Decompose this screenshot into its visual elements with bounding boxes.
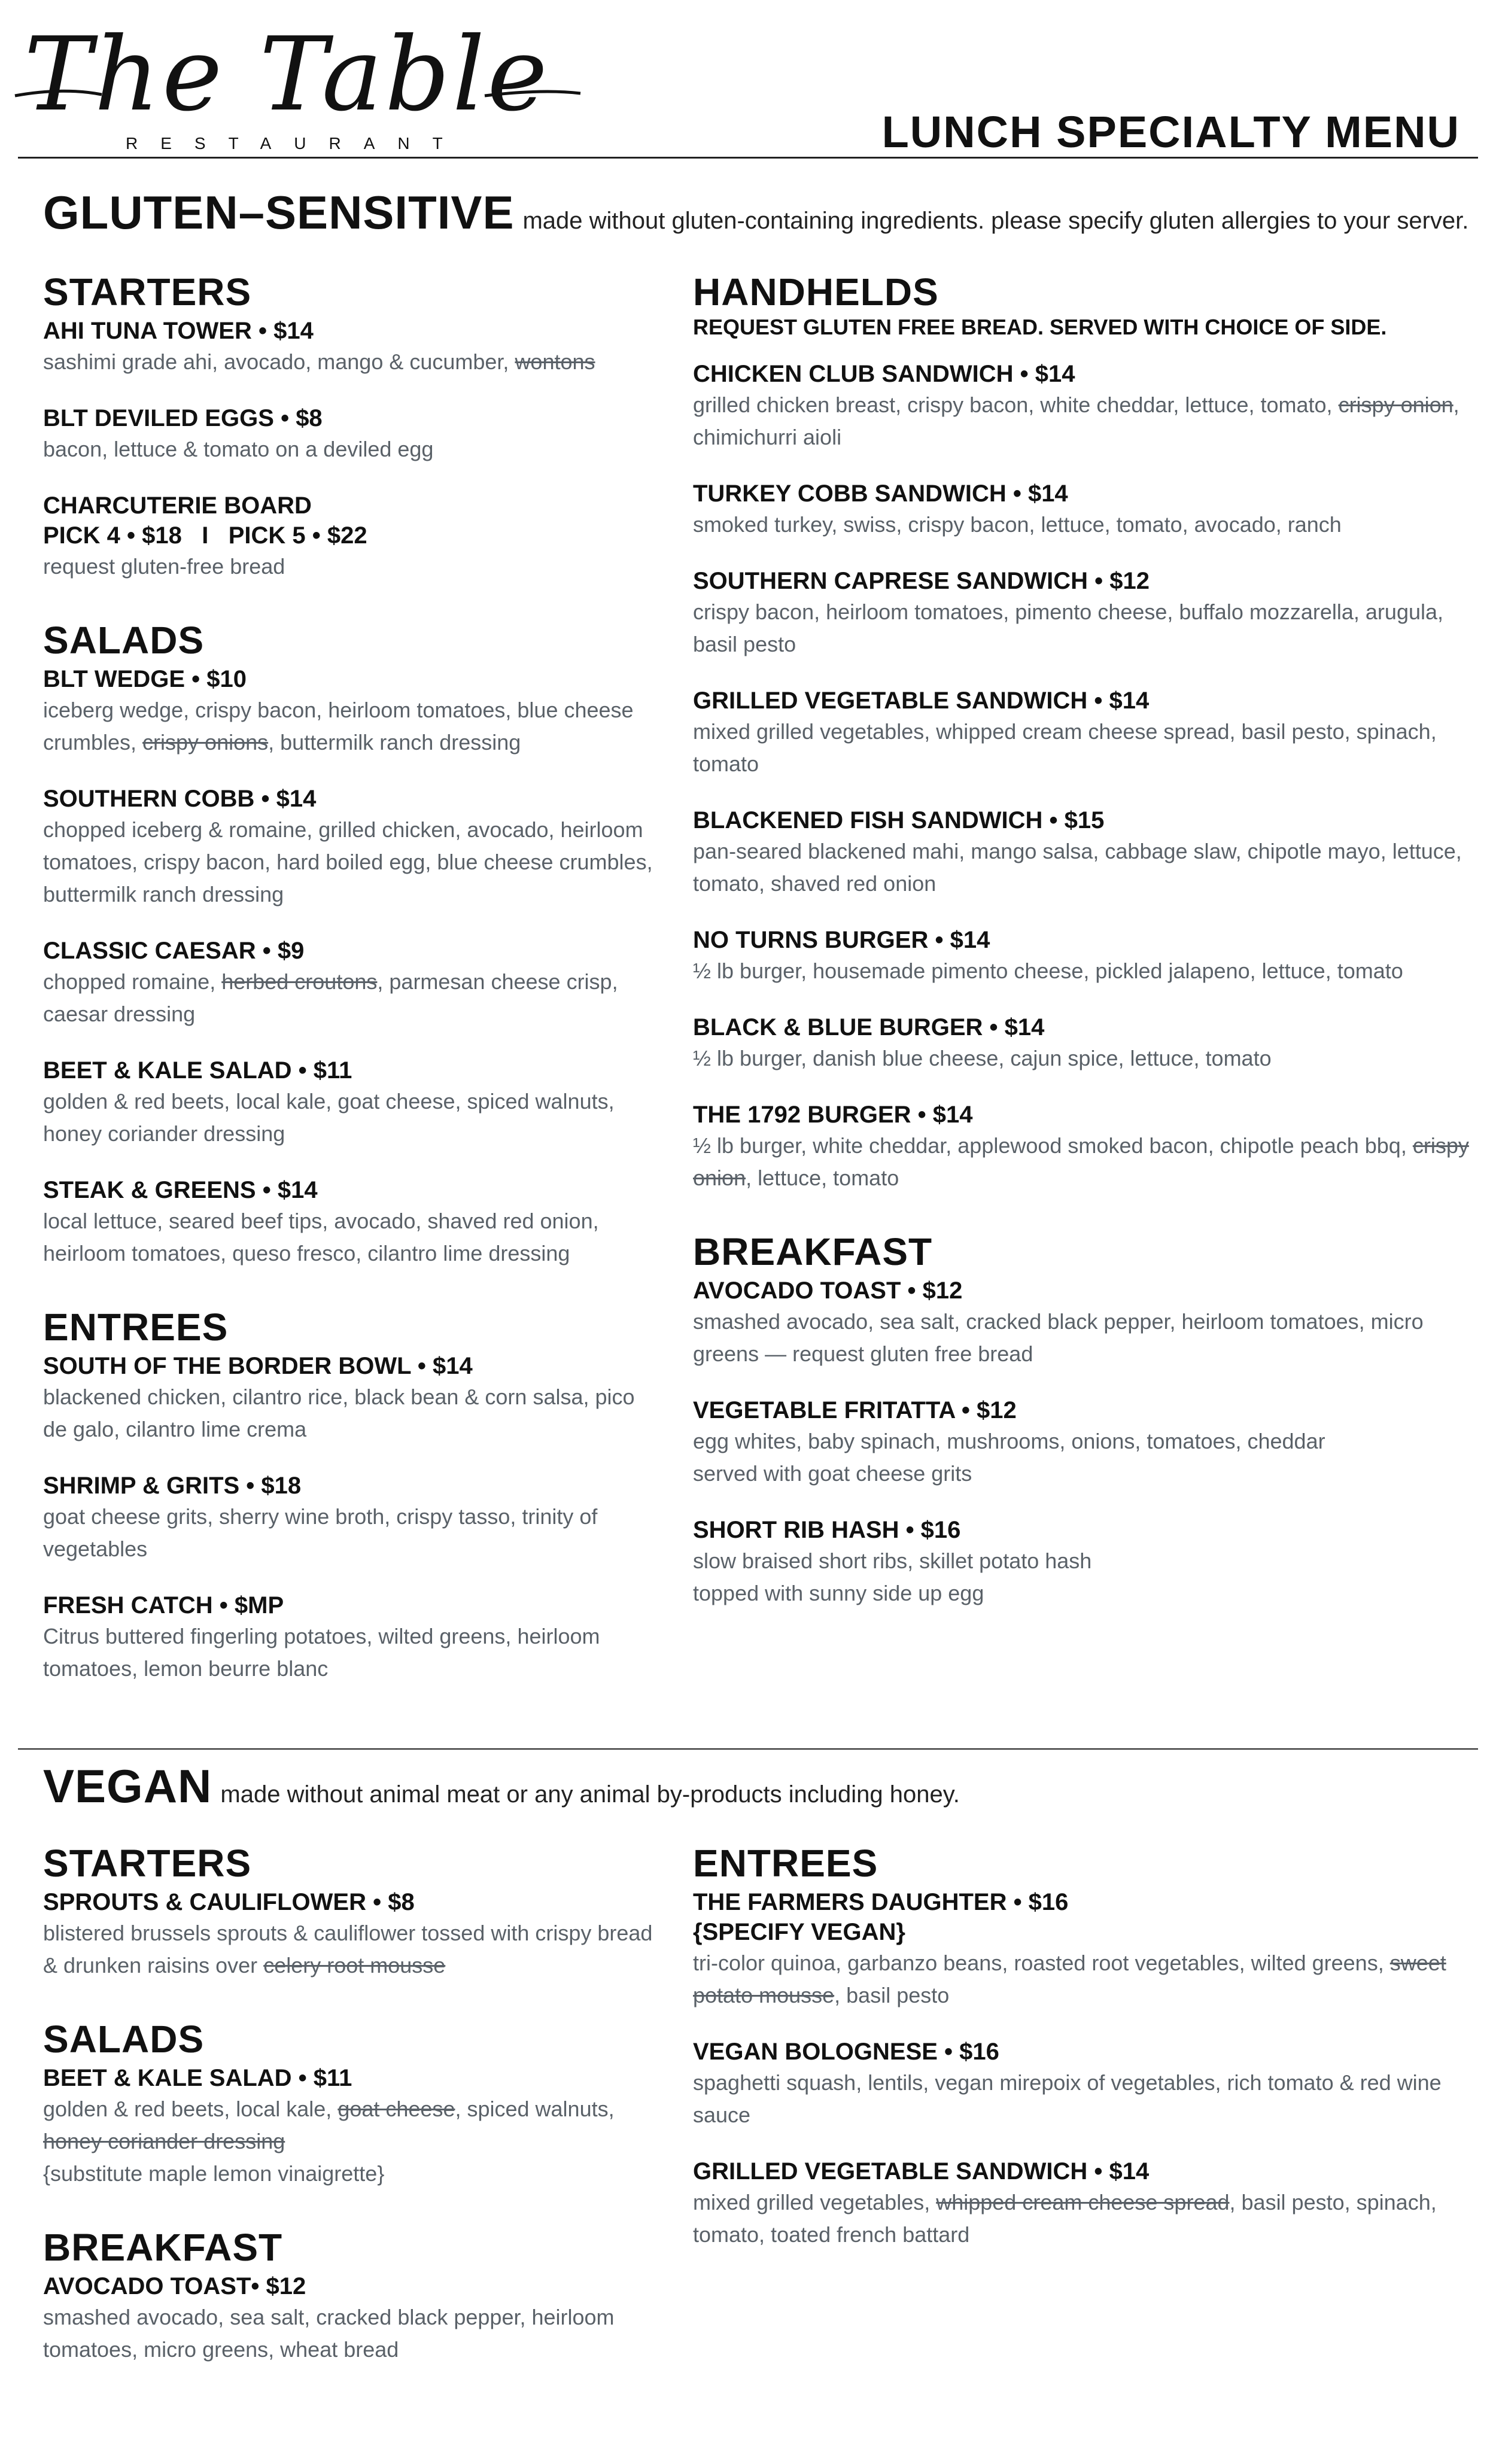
vegan-note: made without animal meat or any animal by-products including honey. (220, 1781, 960, 1808)
menu-title: LUNCH SPECIALTY MENU (881, 107, 1460, 157)
item-name: SPROUTS & CAULIFLOWER • $8 (43, 1889, 415, 1915)
menu-item (693, 359, 1471, 454)
item-name: AHI TUNA TOWER • $14 (43, 318, 314, 344)
item-description: goat cheese grits, sherry wine broth, crispy tasso, trinity of vegetables (43, 1504, 598, 1561)
item-name: SOUTHERN COBB • $14 (43, 786, 317, 812)
menu-item (693, 1276, 1471, 1370)
item-description-line2: topped with sunny side up egg (693, 1581, 984, 1605)
desc-struck: whipped cream cheese spread (936, 2190, 1230, 2214)
item-name: CHARCUTERIE BOARD (43, 492, 312, 519)
vegan-banner (43, 1759, 960, 1814)
item-name: TURKEY COBB SANDWICH • $14 (693, 480, 1068, 507)
desc-text: , basil pesto, spinach, tomato, toated french battard (693, 2190, 1437, 2247)
item-description (693, 1947, 1471, 2012)
gluten-left-column (43, 270, 659, 1721)
item-name: AVOCADO TOAST • $12 (693, 1277, 963, 1304)
menu-item (43, 316, 659, 378)
desc-struck: honey coriander dressing (43, 2129, 285, 2153)
category-title: STARTERS (43, 270, 252, 314)
item-description: request gluten-free bread (43, 554, 285, 579)
desc-text: golden & red beets, local kale, (43, 2097, 338, 2121)
menu-item (43, 1055, 659, 1150)
menu-item (693, 1515, 1471, 1610)
item-name: GRILLED VEGETABLE SANDWICH • $14 (693, 688, 1150, 714)
desc-text: , basil pesto (834, 1983, 950, 2007)
item-name-line2: {SPECIFY VEGAN} (693, 1919, 905, 1945)
item-description (693, 1130, 1471, 1194)
item-description-line2: {substitute maple lemon vinaigrette} (43, 2161, 385, 2186)
item-description: local lettuce, seared beef tips, avocado, shaved red onion, heirloom tomatoes, queso fresco, cilantro lime dressing (43, 1209, 599, 1266)
item-name: CHICKEN CLUB SANDWICH • $14 (693, 361, 1075, 387)
item-name: VEGETABLE FRITATTA • $12 (693, 1397, 1017, 1423)
menu-item (693, 2037, 1471, 2131)
item-name: THE 1792 BURGER • $14 (693, 1102, 973, 1128)
item-description (43, 1917, 659, 1982)
desc-struck: celery root mousse (263, 1953, 446, 1978)
menu-item (43, 1471, 659, 1565)
item-description: ½ lb burger, danish blue cheese, cajun spice, lettuce, tomato (693, 1046, 1272, 1070)
item-name: BLT DEVILED EGGS • $8 (43, 405, 323, 431)
desc-text: mixed grilled vegetables, (693, 2190, 936, 2214)
menu-item (43, 2271, 659, 2366)
menu-item (43, 403, 659, 466)
gluten-note: made without gluten-containing ingredients. please specify gluten allergies to your server. (522, 208, 1469, 234)
header-divider (18, 157, 1478, 159)
item-name: GRILLED VEGETABLE SANDWICH • $14 (693, 2158, 1150, 2185)
item-description: blackened chicken, cilantro rice, black bean & corn salsa, pico de galo, cilantro lime crema (43, 1385, 635, 1441)
desc-struck: crispy onion (693, 1133, 1469, 1190)
item-description (43, 694, 659, 759)
menu-item (693, 566, 1471, 661)
menu-item (693, 2156, 1471, 2251)
item-name: STEAK & GREENS • $14 (43, 1177, 318, 1203)
menu-item (43, 491, 659, 583)
item-description: mixed grilled vegetables, whipped cream cheese spread, basil pesto, spinach, tomato (693, 719, 1437, 776)
item-name: BLACK & BLUE BURGER • $14 (693, 1014, 1045, 1041)
gluten-banner (43, 185, 1468, 240)
desc-struck: crispy onions (142, 730, 269, 755)
category-title: BREAKFAST (43, 2226, 283, 2269)
item-name: FRESH CATCH • $MP (43, 1592, 284, 1619)
menu-item (693, 805, 1471, 900)
desc-text: tri-color quinoa, garbanzo beans, roasted root vegetables, wilted greens, (693, 1951, 1390, 1975)
item-description: smoked turkey, swiss, crispy bacon, lettuce, tomato, avocado, ranch (693, 512, 1342, 537)
menu-item (43, 1351, 659, 1446)
vegan-entrees (693, 1842, 1471, 2251)
desc-text: ½ lb burger, white cheddar, applewood smoked bacon, chipotle peach bbq, (693, 1133, 1413, 1158)
vegan-breakfast (43, 2226, 659, 2366)
menu-item (693, 479, 1471, 541)
item-description: bacon, lettuce & tomato on a deviled egg (43, 437, 434, 461)
menu-item (693, 1395, 1471, 1490)
desc-text: , lettuce, tomato (746, 1166, 899, 1190)
gluten-entrees (43, 1306, 659, 1685)
logo-subtitle: RESTAURANT (126, 134, 466, 153)
logo-swash-icon (12, 72, 586, 120)
item-name: SOUTHERN CAPRESE SANDWICH • $12 (693, 568, 1150, 594)
item-description: egg whites, baby spinach, mushrooms, onions, tomatoes, cheddar (693, 1429, 1325, 1453)
category-title: HANDHELDS (693, 270, 939, 314)
item-name: SOUTH OF THE BORDER BOWL • $14 (43, 1353, 473, 1379)
item-description: golden & red beets, local kale, goat cheese, spiced walnuts, honey coriander dressing (43, 1089, 615, 1146)
item-description: crispy bacon, heirloom tomatoes, pimento cheese, buffalo mozzarella, arugula, basil pesto (693, 600, 1444, 656)
item-description: Citrus buttered fingerling potatoes, wilted greens, heirloom tomatoes, lemon beurre blanc (43, 1624, 600, 1681)
desc-text: , spiced walnuts, (455, 2097, 615, 2121)
menu-item (43, 1887, 659, 1982)
gluten-salads (43, 619, 659, 1270)
category-title: BREAKFAST (693, 1230, 933, 1273)
gluten-title: GLUTEN–SENSITIVE (43, 186, 515, 239)
desc-text: , parmesan cheese crisp, caesar dressing (43, 969, 618, 1026)
item-description (43, 346, 659, 378)
category-title: SALADS (43, 2018, 205, 2061)
item-description (693, 2186, 1471, 2251)
gluten-breakfast (693, 1230, 1471, 1610)
category-title: ENTREES (43, 1306, 229, 1349)
item-name: THE FARMERS DAUGHTER • $16 (693, 1889, 1069, 1915)
vegan-starters (43, 1842, 659, 1982)
item-name: BLT WEDGE • $10 (43, 666, 247, 692)
item-description: spaghetti squash, lentils, vegan mirepoix of vegetables, rich tomato & red wine sauce (693, 2070, 1442, 2127)
item-name: NO TURNS BURGER • $14 (693, 927, 990, 953)
menu-item (43, 936, 659, 1030)
menu-item (693, 925, 1471, 987)
gluten-handhelds (693, 270, 1471, 1194)
menu-item (693, 1012, 1471, 1075)
item-description: smashed avocado, sea salt, cracked black pepper, heirloom tomatoes, micro greens, wheat bread (43, 2305, 615, 2362)
item-name: BEET & KALE SALAD • $11 (43, 2065, 352, 2091)
item-description: ½ lb burger, housemade pimento cheese, pickled jalapeno, lettuce, tomato (693, 959, 1403, 983)
item-description (43, 2093, 659, 2158)
category-title: SALADS (43, 619, 205, 662)
desc-text: sashimi grade ahi, avocado, mango & cucumber, (43, 349, 515, 374)
vegan-title: VEGAN (43, 1760, 212, 1812)
item-description: pan-seared blackened mahi, mango salsa, cabbage slaw, chipotle mayo, lettuce, tomato, shaved red onion (693, 839, 1462, 896)
gluten-starters (43, 270, 659, 583)
desc-struck: wontons (515, 349, 595, 374)
item-name: AVOCADO TOAST• $12 (43, 2273, 306, 2299)
item-name: BEET & KALE SALAD • $11 (43, 1057, 352, 1084)
desc-text: iceberg wedge, crispy bacon, heirloom tomatoes, blue cheese crumbles, (43, 698, 634, 755)
menu-item (43, 1175, 659, 1270)
menu-item (693, 686, 1471, 780)
menu-item (693, 1887, 1471, 2012)
desc-struck: goat cheese (337, 2097, 455, 2121)
menu-item (43, 784, 659, 911)
category-title: ENTREES (693, 1842, 878, 1885)
item-description-line2: served with goat cheese grits (693, 1461, 972, 1486)
desc-struck: herbed croutons (221, 969, 378, 994)
item-description: smashed avocado, sea salt, cracked black pepper, heirloom tomatoes, micro greens — request gluten free bread (693, 1309, 1424, 1366)
desc-text: chopped romaine, (43, 969, 222, 994)
item-name: CLASSIC CAESAR • $9 (43, 938, 305, 964)
category-title: STARTERS (43, 1842, 252, 1885)
item-name: SHORT RIB HASH • $16 (693, 1517, 961, 1543)
desc-struck: sweet potato mousse (693, 1951, 1446, 2007)
desc-text: blistered brussels sprouts & cauliflower tossed with crispy bread & drunken raisins over (43, 1921, 653, 1978)
item-name: SHRIMP & GRITS • $18 (43, 1473, 302, 1499)
item-description: chopped iceberg & romaine, grilled chicken, avocado, heirloom tomatoes, crispy bacon, hard boiled egg, blue cheese crumbles, buttermilk ranch dressing (43, 817, 653, 906)
menu-item (43, 664, 659, 759)
desc-text: grilled chicken breast, crispy bacon, white cheddar, lettuce, tomato, (693, 393, 1339, 417)
item-name: BLACKENED FISH SANDWICH • $15 (693, 807, 1105, 833)
item-description (693, 389, 1471, 454)
gluten-right-column (693, 270, 1471, 1645)
menu-item (693, 1100, 1471, 1194)
item-name: VEGAN BOLOGNESE • $16 (693, 2039, 999, 2065)
logo-script: The Table (24, 16, 550, 134)
desc-text: , buttermilk ranch dressing (268, 730, 521, 755)
vegan-left-column (43, 1842, 659, 2402)
vegan-salads (43, 2018, 659, 2190)
menu-item (43, 1590, 659, 1685)
category-note: REQUEST GLUTEN FREE BREAD. SERVED WITH CHOICE OF SIDE. (693, 315, 1387, 339)
desc-text: , chimichurri aioli (693, 393, 1459, 449)
section-divider (18, 1748, 1478, 1750)
menu-item (43, 2063, 659, 2190)
vegan-right-column (693, 1842, 1471, 2287)
desc-struck: crispy onion (1338, 393, 1454, 417)
item-description (43, 966, 659, 1030)
item-name-line2: PICK 4 • $18 I PICK 5 • $22 (43, 522, 367, 549)
item-description: slow braised short ribs, skillet potato hash (693, 1549, 1092, 1573)
